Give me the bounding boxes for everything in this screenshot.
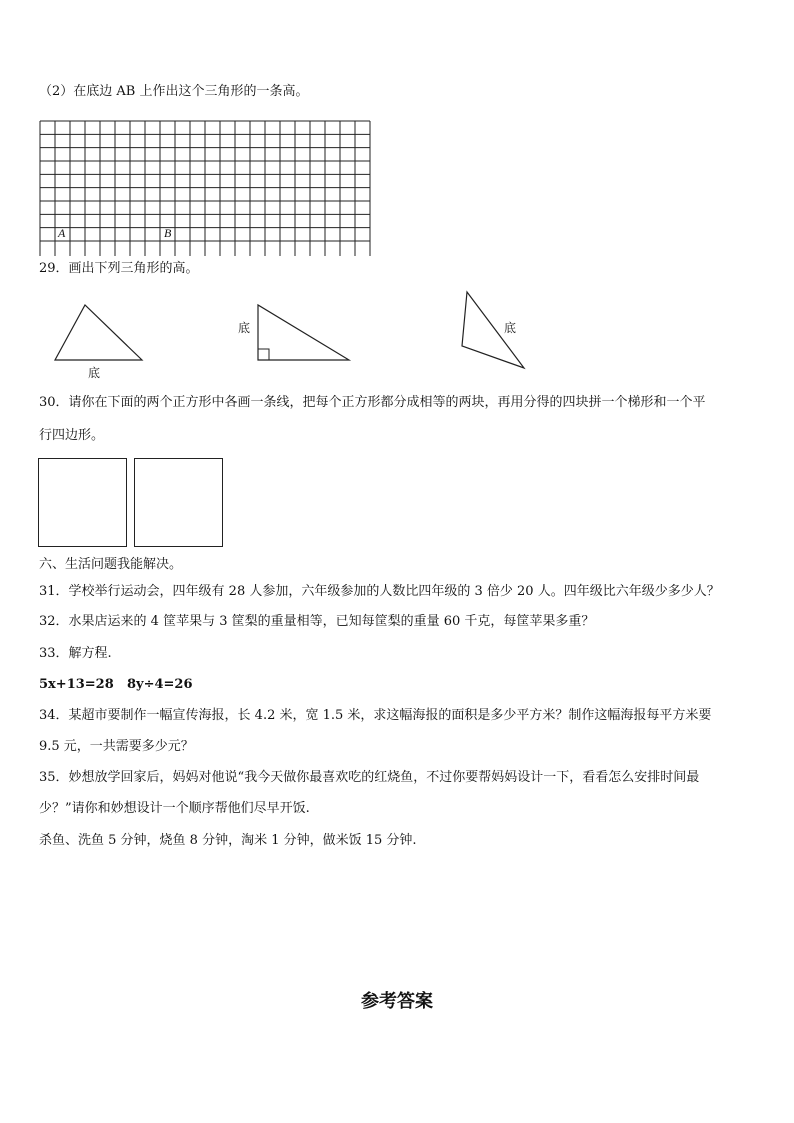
triangle-3 xyxy=(455,288,535,378)
triangle-1-base-label: 底 xyxy=(88,366,101,380)
right-angle-mark xyxy=(258,349,269,360)
q32-text: 32．水果店运来的 4 筐苹果与 3 筐梨的重量相等，已知每筐梨的重量 60 千克，每筐苹果多重？ xyxy=(39,614,595,629)
triangle-2-base-label: 底 xyxy=(238,321,251,335)
point-b-label: B xyxy=(164,226,172,240)
q35-text-line1: 35．妙想放学回家后，妈妈对他说“我今天做你最喜欢吃的红烧鱼，不过你要帮妈妈设计一下，看看怎么安排时间最 xyxy=(39,770,700,785)
equation-1: 5x+13=28 xyxy=(39,677,114,692)
q28-part2-text: （2）在底边 AB 上作出这个三角形的一条高。 xyxy=(39,84,309,99)
q30-text-line1: 30．请你在下面的两个正方形中各画一条线，把每个正方形都分成相等的两块，再用分得的四块拼一个梯形和一个平 xyxy=(39,395,706,410)
q31-text: 31．学校举行运动会，四年级有 28 人参加，六年级参加的人数比四年级的 3 倍少 20 人。四年级比六年级少多少人？ xyxy=(39,584,720,599)
q29-text: 29．画出下列三角形的高。 xyxy=(39,261,199,276)
q35-text-line2: 少？”请你和妙想设计一个顺序帮他们尽早开饭. xyxy=(39,801,310,816)
triangle-1-shape xyxy=(55,305,142,360)
triangle-3-base-label: 底 xyxy=(504,321,517,335)
triangle-1 xyxy=(50,300,160,390)
point-a-label: A xyxy=(58,226,66,240)
q34-text-line2: 9.5 元，一共需要多少元？ xyxy=(39,739,194,754)
section-6-heading: 六、生活问题我能解决。 xyxy=(39,557,183,572)
triangle-2 xyxy=(232,302,362,372)
q30-text-line2: 行四边形。 xyxy=(39,428,105,443)
square-2 xyxy=(134,458,224,548)
q33-text: 33．解方程. xyxy=(39,646,112,661)
triangle-2-shape xyxy=(258,305,349,360)
answer-section-title: 参考答案 xyxy=(361,991,433,1012)
q35-text-line3: 杀鱼、洗鱼 5 分钟，烧鱼 8 分钟，淘米 1 分钟，做米饭 15 分钟. xyxy=(39,833,417,848)
square-1 xyxy=(38,458,128,548)
equation-2: 8y÷4=26 xyxy=(127,677,193,692)
q34-text-line1: 34．某超市要制作一幅宣传海报，长 4.2 米，宽 1.5 米，求这幅海报的面积是多少平方米？制作这幅海报每平方米要 xyxy=(39,708,712,723)
square-grid xyxy=(39,120,373,242)
